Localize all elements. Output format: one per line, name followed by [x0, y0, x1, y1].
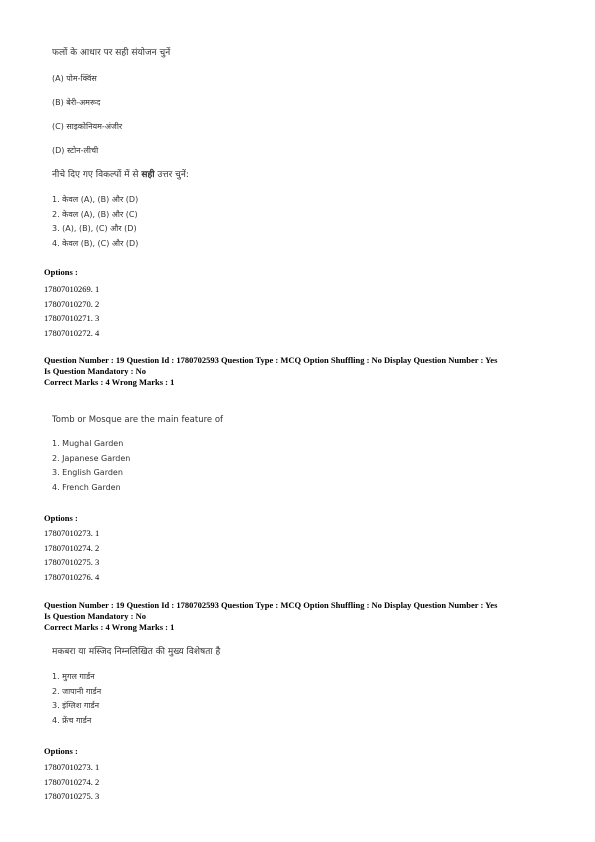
q18-instruction-suffix: उत्तर चुनें:	[154, 170, 189, 180]
q18-choice-4: 4. केवल (B), (C) और (D)	[52, 238, 139, 248]
q18-option-2: 17807010270. 2	[44, 298, 100, 309]
q19-en-meta-line2: Is Question Mandatory : No	[44, 366, 147, 376]
q19-en-body	[52, 414, 223, 426]
q19-hi-options	[44, 760, 99, 804]
q18-choices	[52, 193, 138, 251]
q19-hi-meta-line1: Question Number : 19 Question Id : 1780702593 Question Type : MCQ Option Shuffling : No Display Question Number : Yes	[44, 600, 498, 610]
q18-choice-1: 1. केवल (A), (B) और (D)	[52, 195, 139, 204]
q19-en-stem: Tomb or Mosque are the main feature of	[52, 415, 224, 425]
q19-en-choice-1: 1. Mughal Garden	[52, 439, 124, 448]
q19-hi-stem: मकबरा या मस्जिद निम्नलिखित की मुख्य विशेषता है	[52, 647, 221, 657]
q19-hi-body	[52, 646, 220, 658]
q18-instruction-bold: सही	[141, 170, 155, 180]
q19-hi-choice-1: 1. मुगल गार्डन	[52, 672, 95, 681]
q18-option-1: 17807010269. 1	[44, 284, 100, 294]
q19-hi-meta-line2: Is Question Mandatory : No	[44, 611, 147, 621]
q18-items	[52, 73, 122, 156]
q18-option-4: 17807010272. 4	[44, 327, 100, 338]
q19-en-choice-2: 2. Japanese Garden	[52, 453, 131, 463]
q19-hi-options-label: Options :	[44, 746, 78, 756]
q19-en-option-3: 17807010275. 3	[44, 557, 100, 567]
q19-en-options-label: Options :	[44, 513, 78, 523]
q18-instruction-prefix: नीचे दिए गए विकल्पों में से	[52, 170, 142, 180]
q19-hi-choice-3: 3. इंग्लिश गार्डन	[52, 701, 100, 710]
q19-hi-option-3: 17807010275. 3	[44, 791, 100, 801]
q19-en-option-2: 17807010274. 2	[44, 542, 100, 553]
q19-hi-meta-line3: Correct Marks : 4 Wrong Marks : 1	[44, 622, 175, 632]
q18-item-d: (D) स्टोन-लीची	[52, 146, 99, 155]
q19-en-options	[44, 526, 99, 584]
q18-body	[52, 47, 170, 59]
q19-en-choice-4: 4. French Garden	[52, 482, 121, 492]
q18-options	[44, 282, 99, 340]
q19-en-option-4: 17807010276. 4	[44, 571, 100, 582]
q19-hi-choices	[52, 670, 101, 728]
q19-en-meta-line1: Question Number : 19 Question Id : 1780702593 Question Type : MCQ Option Shuffling : No Display Question Number : Yes	[44, 355, 498, 365]
q18-choice-3: 3. (A), (B), (C) और (D)	[52, 224, 137, 233]
q19-hi-meta	[44, 600, 564, 633]
q18-item-a: (A) पोम-क्विंस	[52, 74, 97, 83]
q18-instruction	[52, 169, 189, 181]
q18-options-label: Options :	[44, 267, 78, 277]
q19-hi-choice-4: 4. फ्रेंच गार्डन	[52, 715, 92, 725]
q18-stem: फलों के आधार पर सही संयोजन चुनें	[52, 48, 171, 58]
q19-en-meta-line3: Correct Marks : 4 Wrong Marks : 1	[44, 377, 175, 387]
q19-en-option-1: 17807010273. 1	[44, 528, 100, 538]
q19-hi-option-1: 17807010273. 1	[44, 762, 100, 772]
q19-hi-choice-2: 2. जापानी गार्डन	[52, 686, 102, 696]
q18-option-3: 17807010271. 3	[44, 313, 100, 323]
q19-en-choice-3: 3. English Garden	[52, 468, 123, 477]
q18-choice-2: 2. केवल (A), (B) और (C)	[52, 209, 138, 219]
q19-hi-option-2: 17807010274. 2	[44, 776, 100, 787]
q18-item-c: (C) साइकोनियम-अंजीर	[52, 122, 123, 131]
q19-en-meta	[44, 355, 564, 388]
q19-en-choices	[52, 437, 130, 495]
q18-item-b: (B) बेरी-अमरूद	[52, 98, 101, 107]
